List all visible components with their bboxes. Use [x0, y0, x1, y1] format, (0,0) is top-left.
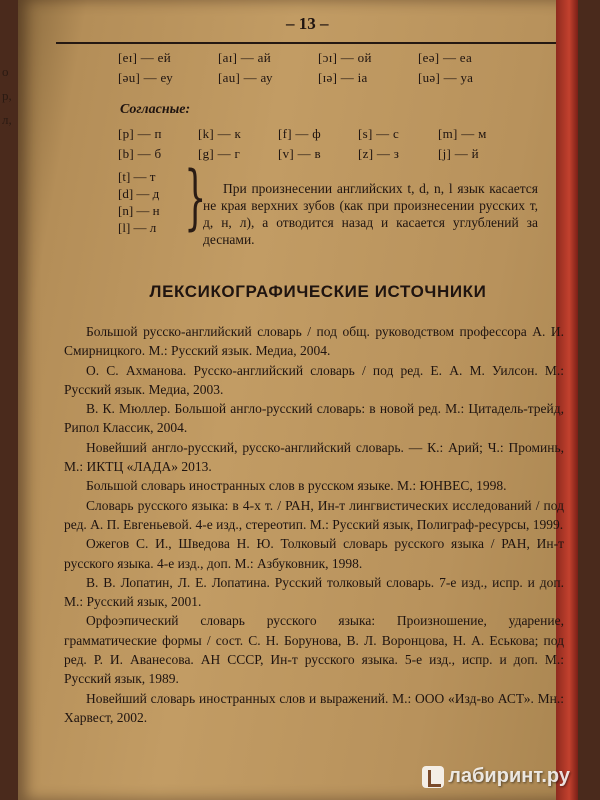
consonants-heading: Согласные:	[120, 102, 191, 117]
vowel-item: [ɔɪ] — ой	[318, 50, 372, 65]
bibliography-entry: В. К. Мюллер. Большой англо-русский словарь: в новой ред. М.: Цитадель-трейд, Рипол Классик, 2004.	[64, 401, 564, 436]
tdnl-list	[118, 168, 160, 236]
bibliography-entry: Большой русско-английский словарь / под общ. руководством профессора А. И. Смирницкого. М.: Русский язык. Медиа, 2004.	[64, 324, 564, 359]
labirint-logo-icon	[422, 766, 444, 788]
prev-page-fragment: р,	[2, 88, 12, 103]
bibliography-list	[64, 322, 564, 727]
previous-page-edge	[0, 60, 18, 260]
vowel-item: [eə] — еа	[418, 50, 473, 65]
page-number: – 13 –	[286, 14, 329, 33]
page-header	[56, 8, 556, 44]
tdnl-item: [d] — д	[118, 186, 160, 201]
watermark	[422, 765, 570, 788]
bibliography-entry: Новейший словарь иностранных слов и выражений. М.: ООО «Изд-во АСТ». Мн.: Харвест, 2002.	[64, 690, 564, 725]
curly-brace: }	[184, 156, 207, 238]
consonant-item: [b] — б	[118, 146, 162, 161]
vowel-item: [au] — ау	[218, 70, 273, 85]
consonant-item: [z] — з	[358, 146, 400, 161]
bibliography-entry: В. В. Лопатин, Л. Е. Лопатина. Русский толковый словарь. 7-е изд., испр. и доп. М.: Русский язык, 2001.	[64, 574, 564, 610]
consonant-item: [g] — г	[198, 146, 241, 161]
bibliography-entry: Словарь русского языка: в 4-х т. / РАН, Ин-т лингвистических исследований / под ред. А. П. Евгеньевой. 4-е изд., стереотип. М.: Русский язык, Полиграф-ресурсы, 1999.	[64, 497, 564, 532]
prev-page-fragment: о	[2, 64, 9, 79]
section-title: ЛЕКСИКОГРАФИЧЕСКИЕ ИСТОЧНИКИ	[149, 282, 487, 301]
consonant-item: [f] — ф	[278, 126, 322, 141]
consonant-item: [k] — к	[198, 126, 242, 141]
bibliography-entry: Орфоэпический словарь русского языка: Произношение, ударение, грамматические формы / сост. С. Н. Борунова, В. Л. Воронцова, Н. А. Еськова; под ред. Р. И. Аванесова. АН СССР, Ин-т русского языка. 5-е изд., испр. и доп. М.: Русский язык, 1989.	[64, 613, 564, 687]
consonant-item: [s] — с	[358, 126, 400, 141]
consonant-item: [j] — й	[438, 146, 479, 161]
consonant-item: [m] — м	[438, 126, 487, 141]
bibliography-entry: Новейший англо-русский, русско-английский словарь. — К.: Арий; Ч.: Проминь, М.: ИКТЦ «ЛАДА» 2013.	[64, 439, 564, 475]
tdnl-item: [l] — л	[118, 220, 157, 235]
tdnl-note: При произнесении английских t, d, n, l язык касается не края верхних зубов (как при произнесении русских т, д, н, л), а отводится назад и касается углублений за деснами.	[203, 180, 538, 247]
bibliography-entry: О. С. Ахманова. Русско-английский словарь / под ред. Е. А. М. Уилсон. М.: Русский язык. Медиа, 2003.	[64, 362, 564, 397]
vowel-item: [ɪə] — іа	[318, 70, 368, 85]
prev-page-fragment: л,	[2, 112, 12, 127]
consonant-item: [v] — в	[278, 146, 321, 161]
consonant-item: [p] — п	[118, 126, 162, 141]
watermark-text: лабиринт.ру	[448, 765, 570, 787]
vowel-item: [əu] — еу	[118, 70, 174, 85]
bibliography-entry: Большой словарь иностранных слов в русском языке. М.: ЮНВЕС, 1998.	[86, 478, 507, 494]
vowel-item: [aɪ] — ай	[218, 50, 271, 65]
vowel-item: [uə] — уа	[418, 70, 474, 85]
tdnl-item: [n] — н	[118, 203, 160, 218]
vowel-item: [eɪ] — ей	[118, 50, 171, 65]
tdnl-item: [t] — т	[118, 169, 156, 184]
vowel-table	[118, 50, 558, 86]
bibliography-entry: Ожегов С. И., Шведова Н. Ю. Толковый словарь русского языка / РАН, Ин-т русского языка. 4-е изд., доп. М.: Азбуковник, 1998.	[64, 536, 564, 571]
book-page	[18, 0, 578, 800]
